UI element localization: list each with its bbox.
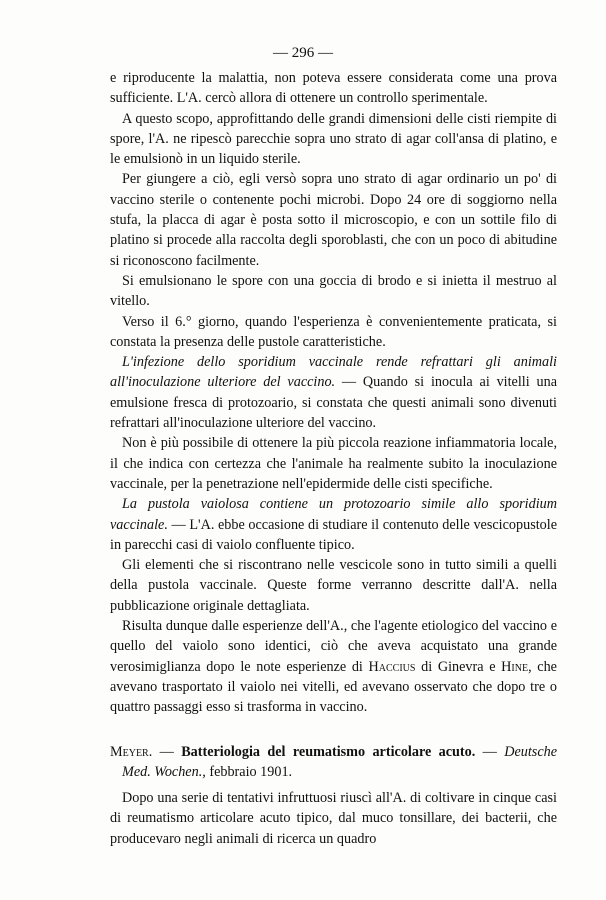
paragraph	[110, 616, 557, 717]
separator: . —	[148, 743, 182, 760]
separator: —	[475, 743, 505, 760]
italic-heading: La pustola vaiolosa contiene un protozoario simile allo sporidium vaccinale.	[110, 496, 557, 533]
italic-heading: L'infezione dello sporidium vaccinale rende refrattari gli animali all'inoculazione ulteriore del vaccino.	[110, 354, 557, 391]
paragraph	[110, 494, 557, 555]
reference-author: Meyer	[110, 743, 149, 760]
paragraph-text: di Ginevra e	[415, 658, 502, 675]
author-name: Hine	[501, 658, 529, 675]
paragraph-text: Risulta dunque dalle esperienze dell'A., che l'agente etiologico del vaccino e quello del vaiolo sono identici, ciò che aveva acquistato una grande verosimiglianza dopo le note esperienze di	[110, 618, 557, 675]
article-body	[110, 68, 557, 849]
paragraph-text: — Quando si inocula ai vitelli una emulsione fresca di protozoario, si constata che questi animali sono divenuti refrattari all'inoculazione ulteriore del vaccino.	[110, 374, 557, 432]
reference-title: Batteriologia del reumatismo articolare acuto.	[181, 743, 476, 760]
reference-journal: Deutsche Med. Wochen.,	[122, 743, 558, 780]
paragraph: Dopo una serie di tentativi infruttuosi riuscì all'A. di coltivare in cinque casi di reumatismo articolare acuto tipico, dal muco tonsillare, dei bacterii, che producevaro negli animali di ricerca un quadro	[110, 790, 557, 847]
author-name: Haccius	[368, 658, 416, 675]
paragraph-text: , che avevano trasportato il vaiolo nei vitelli, ed avevano osservato che dopo tre o quattro passaggi esso si trasforma in vaccino.	[110, 658, 557, 716]
paragraph: Si emulsionano le spore con una goccia di brodo e si inietta il mestruo al vitello.	[110, 272, 557, 310]
section-gap	[110, 718, 557, 742]
paragraph: A questo scopo, approfittando delle grandi dimensioni delle cisti riempite di spore, l'A. ne ripescò parecchie sopra uno strato di agar coll'ansa di platino, e le emulsionò in un liquido sterile.	[110, 110, 557, 168]
paragraph: e riproducente la malattia, non poteva essere considerata come una prova sufficiente. L'A. cercò allora di ottenere un controllo sperimentale.	[110, 70, 557, 107]
reference-date: febbraio 1901.	[205, 763, 293, 780]
page-number: — 296 —	[273, 45, 333, 61]
paragraph: Gli elementi che si riscontrano nelle vescicole sono in tutto simili a quelli della pustola vaccinale. Queste forme verranno descritte dall'A. nella pubblicazione originale dettagliata.	[110, 557, 557, 614]
paragraph-text: — L'A. ebbe occasione di studiare il contenuto delle vescicopustole in parecchi casi di vaiolo confluente tipico.	[110, 516, 557, 553]
paragraph: Non è più possibile di ottenere la più piccola reazione infiammatoria locale, il che indica con certezza che l'animale ha realmente subito la inoculazione vaccinale, per la penetrazione nell'epidermide delle cisti specifiche.	[110, 435, 557, 492]
paragraph: Per giungere a ciò, egli versò sopra uno strato di agar ordinario un po' di vaccino sterile o contenente pochi microbi. Dopo 24 ore di soggiorno nella stufa, la placca di agar è posta sotto il microscopio, e con un sottile filo di platino si procede alla raccolta degli sporoblasti, che con un poco di abitudine si riconoscono facilmente.	[110, 171, 557, 269]
paragraph: Verso il 6.° giorno, quando l'esperienza è convenientemente praticata, si constata la presenza delle pustole caratteristiche.	[110, 313, 557, 350]
paragraph	[110, 352, 557, 433]
reference-heading	[110, 742, 557, 783]
